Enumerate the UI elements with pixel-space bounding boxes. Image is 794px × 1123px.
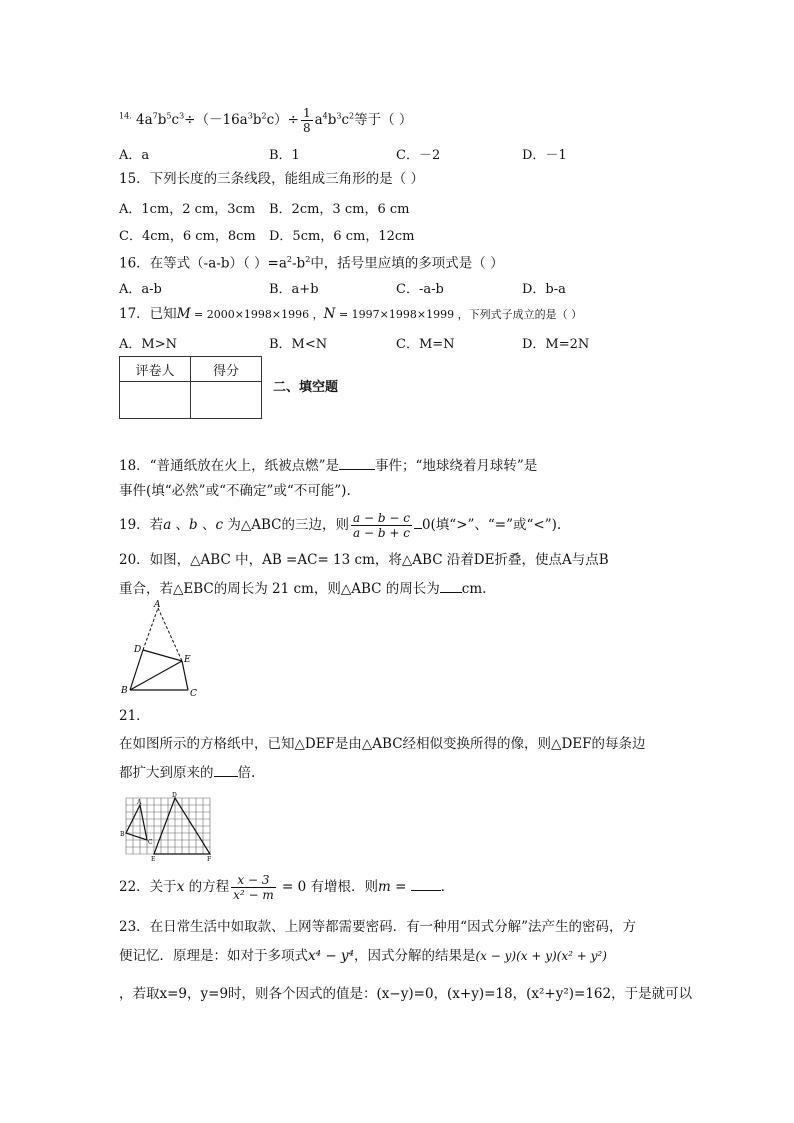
q19-blank[interactable]: [414, 514, 422, 529]
question-20-line2: 重合，若△EBC的周长为 21 cm，则△ABC 的周长为 cm.: [119, 578, 486, 598]
grid-label-B: B: [120, 831, 125, 838]
reviewer-cell[interactable]: [120, 382, 191, 419]
q16-option-b: B．a+b: [269, 282, 319, 297]
label-D: D: [134, 645, 142, 655]
label-A: A: [154, 600, 161, 610]
question-23-line2: 便记忆．原理是：如对于多项式x⁴ − y⁴，因式分解的结果是(x − y)(x + y)(x² + y²): [119, 948, 607, 964]
q17-option-d: D．M=2N: [522, 337, 590, 352]
q20-triangle-figure: [118, 600, 208, 702]
q22-fraction: $\frac{x - 3}{\text{x² − m}}$: [233, 873, 274, 902]
question-21-number: 21．: [119, 708, 150, 724]
q15-option-c: C．4cm，6 cm，8cm: [119, 229, 256, 244]
q14-option-c: C．－2: [396, 148, 441, 163]
q16-option-d: D．b-a: [522, 282, 566, 297]
q22-blank[interactable]: [411, 876, 441, 891]
q15-option-d: D．5cm，6 cm，12cm: [269, 229, 415, 244]
score-cell[interactable]: [191, 382, 262, 419]
q14-number: 14.: [119, 111, 132, 121]
section-title: 二、填空题: [273, 380, 339, 395]
label-C: C: [190, 689, 197, 699]
question-17: 17．已知M = 2000×1998×1996 ，N = 1997×1998×1999 ，下列式子成立的是（ ）: [119, 306, 583, 322]
grid-label-F: F: [207, 856, 212, 862]
question-20-line1: 20．如图，△ABC 中，AB =AC= 13 cm，将△ABC 沿着DE折叠，使点A与点B: [119, 552, 609, 568]
question-23-line3: ，若取x=9，y=9时，则各个因式的值是：(x−y)=0，(x+y)=18，(x²+y²)=162，于是就可以: [119, 986, 693, 1002]
label-B: B: [121, 686, 128, 696]
grid-label-A: A: [137, 799, 142, 806]
q16-option-c: C．-a-b: [396, 282, 444, 297]
q17-option-a: A．M>N: [119, 337, 177, 352]
question-18-line2: 事件(填“必然”或“不确定”或“不可能”).: [119, 483, 351, 499]
question-22: 22．关于x 的方程 $\frac{x - 3}{\text{x² − m}}$ = 0 有增根．则m = ．: [119, 873, 455, 902]
q15-option-a: A．1cm，2 cm，3cm: [119, 202, 256, 217]
q14-fraction: $\frac{1}{8}$: [302, 106, 311, 135]
q15-option-b: B．2cm，3 cm，6 cm: [269, 202, 410, 217]
grid-label-C: C: [148, 839, 153, 846]
q17-option-b: B．M<N: [269, 337, 328, 352]
q18-blank-1[interactable]: [339, 455, 375, 470]
q14-option-d: D．－1: [522, 148, 567, 163]
q21-blank[interactable]: [214, 762, 238, 777]
reviewer-header: 评卷人: [120, 357, 191, 382]
q14-option-a: A．a: [119, 148, 150, 163]
grid-label-D: D: [172, 792, 177, 799]
score-header: 得分: [191, 357, 262, 382]
q19-fraction: $\frac{a - b - c}{a - b + c}$: [353, 511, 410, 540]
question-18-line1: 18．“普通纸放在火上，纸被点燃”是 事件；“地球绕着月球转”是: [119, 455, 537, 475]
score-table: [119, 356, 262, 419]
question-21-line1: 在如图所示的方格纸中，已知△DEF是由△ABC经相似变换所得的像，则△DEF的每条边: [119, 736, 646, 752]
question-19: 19．若a 、b 、c 为△ABC的三边，则 $\frac{a - b - c}{a - b + c}$ 0(填“>”、“=”或“<”).: [119, 511, 562, 540]
q17-option-c: C．M=N: [396, 337, 455, 352]
q20-blank[interactable]: [440, 578, 462, 593]
q21-grid-figure: [118, 792, 214, 862]
q14-option-b: B．1: [269, 148, 300, 163]
question-16: 16．在等式（-a-b）（ ）$=a^2-b^2$中，括号里应填的多项式是（ ）: [119, 255, 504, 272]
q16-option-a: A．a-b: [119, 282, 162, 297]
question-15: 15．下列长度的三条线段，能组成三角形的是（ ）: [119, 171, 424, 187]
question-21-line2: 都扩大到原来的 倍.: [119, 762, 255, 782]
question-14: $^{14.}$ $4a^7b^5c^3\div(-16a^3b^2c)\div$ $\frac{1}{8}$ $a^4b^3c^2$等于（ ）: [119, 106, 413, 135]
label-E: E: [184, 655, 191, 665]
question-23-line1: 23．在日常生活中如取款、上网等都需要密码．有一种用“因式分解”法产生的密码，方: [119, 919, 636, 935]
grid-label-E: E: [151, 856, 156, 862]
